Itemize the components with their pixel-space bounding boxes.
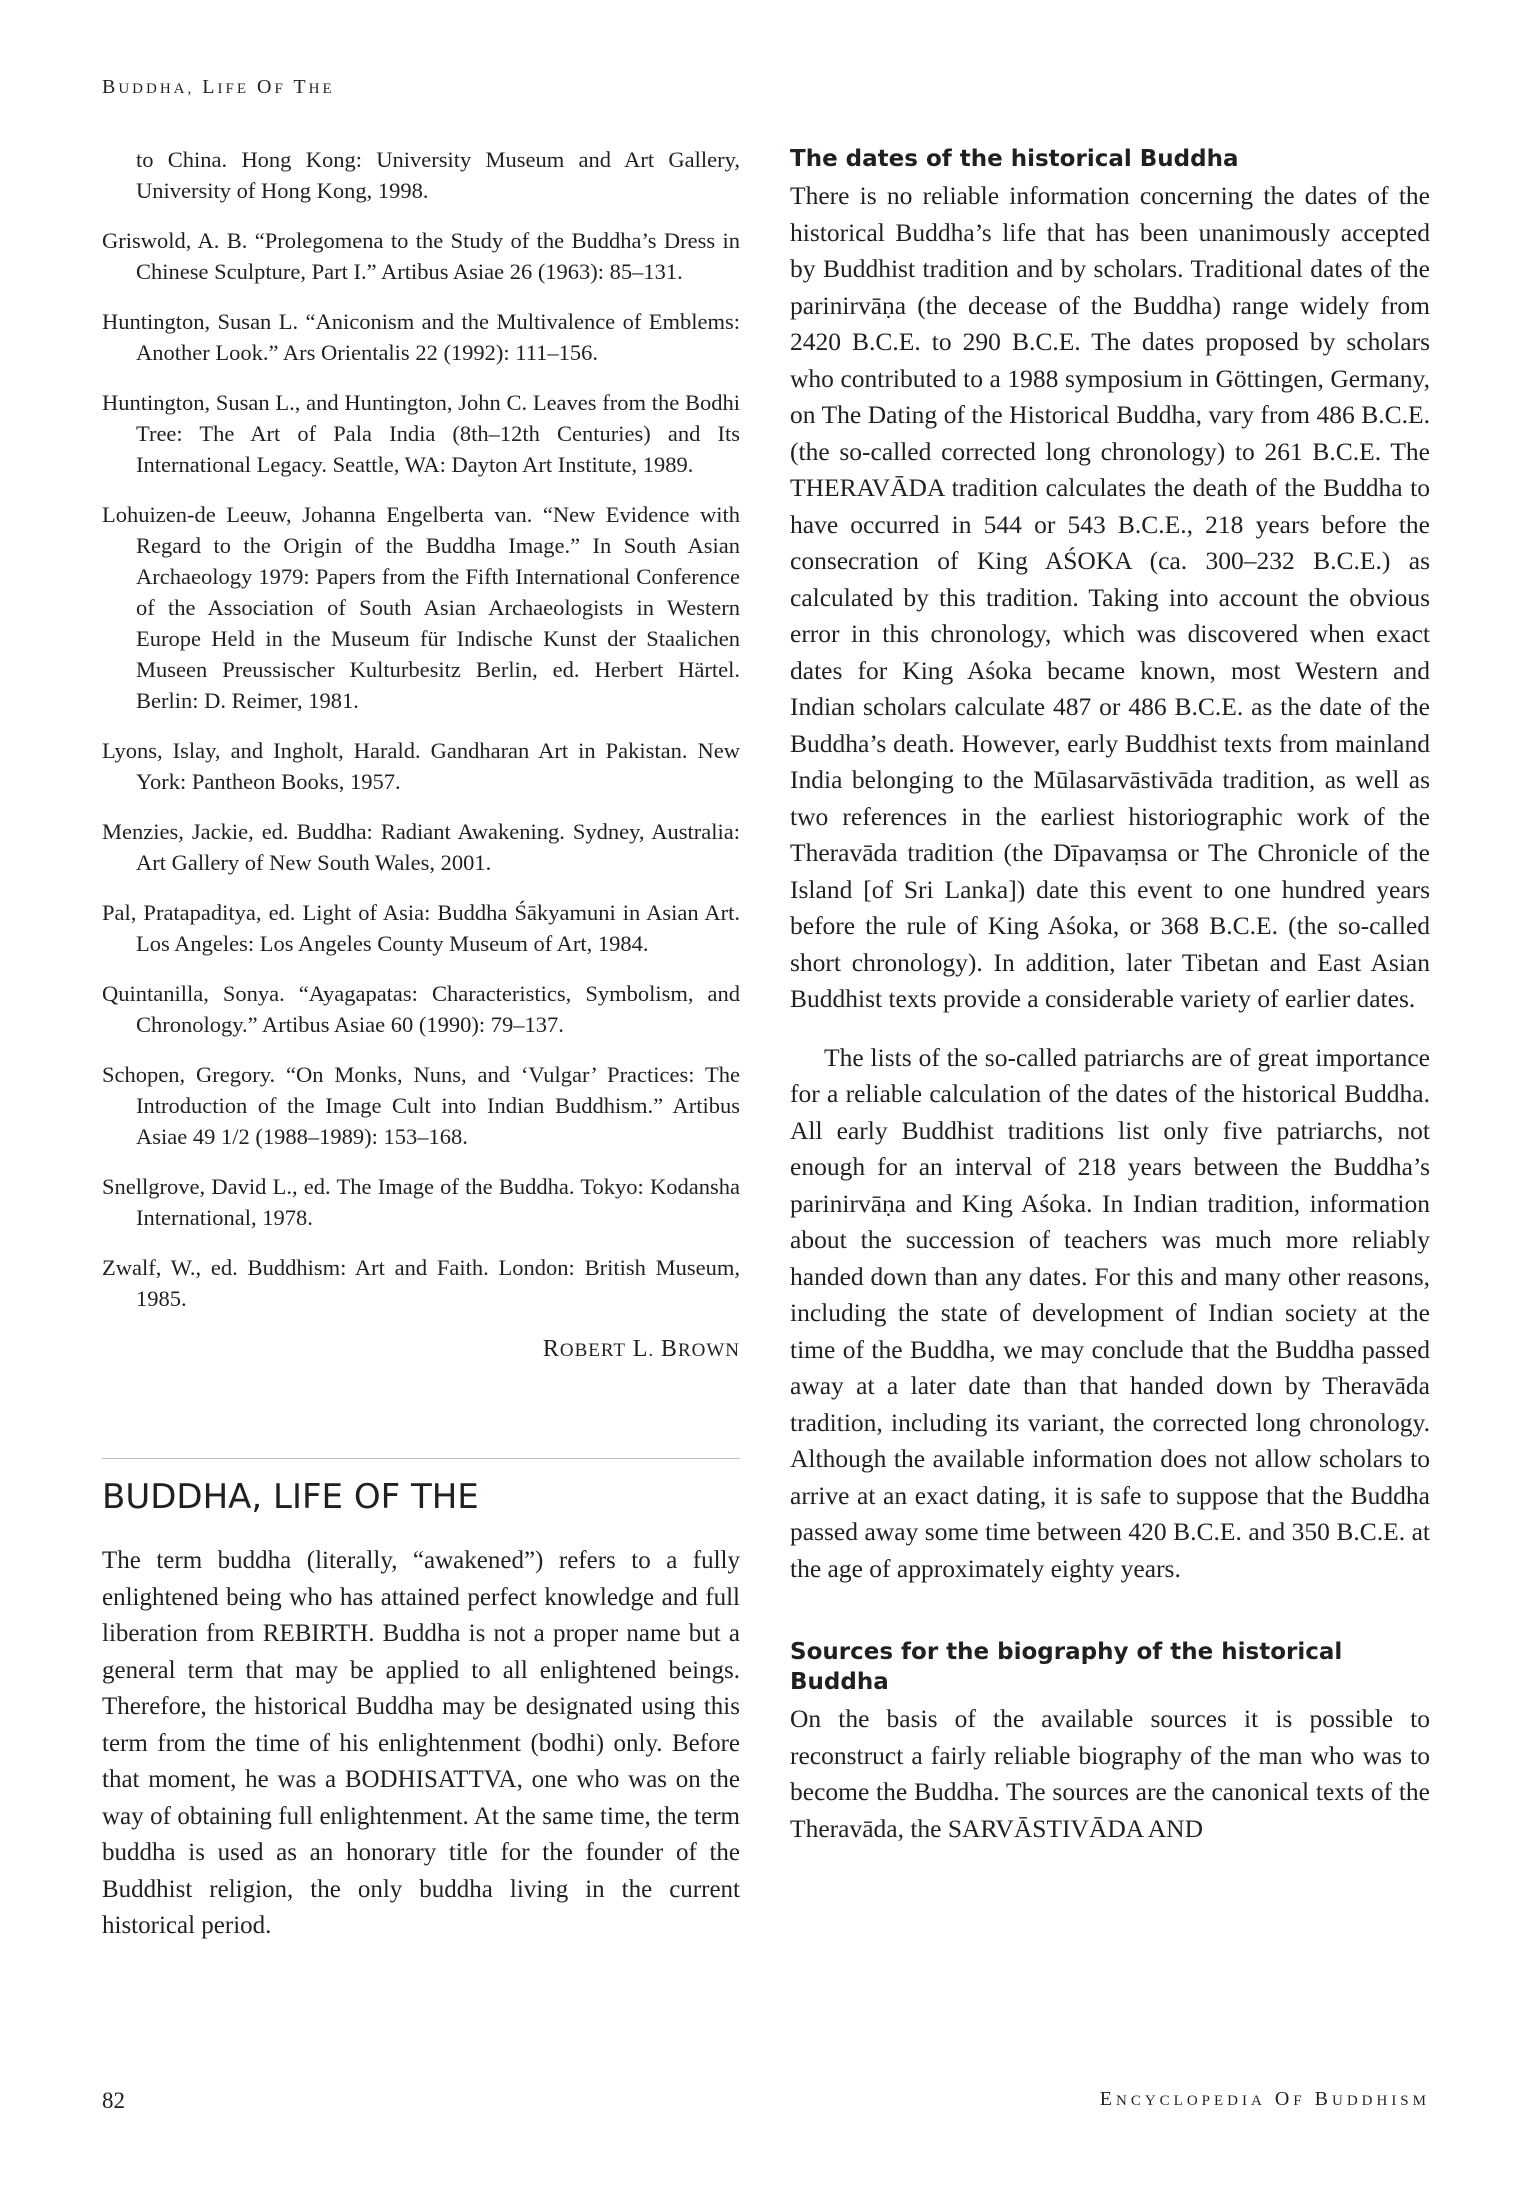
paragraph-dates-1: There is no reliable information concerning the dates of the historical Buddha’s life that has been unanimously accepted by Buddhist tradition and by scholars. Traditional dates of the parinirvāṇa (the decease of the Buddha) range widely from 2420 B.C.E. to 290 B.C.E. The dates proposed by scholars who contributed to a 1988 symposium in Göttingen, Germany, on The Dating of the Historical Buddha, vary from 486 B.C.E. (the so-called corrected long chronology) to 261 B.C.E. The THERAVĀDA tradition calculates the death of the Buddha to have occurred in 544 or 543 B.C.E., 218 years before the consecration of King AŚOKA (ca. 300–232 B.C.E.) as calculated by this tradition. Taking into account the obvious error in this chronology, which was discovered when exact dates for King Aśoka became known, most Western and Indian scholars calculate 487 or 486 B.C.E. as the date of the Buddha’s death. However, early Buddhist texts from mainland India belonging to the Mūlasarvāstivāda tradition, as well as two references in the earliest historiographic work of the Theravāda tradition (the Dīpavaṃsa or The Chronicle of the Island [of Sri Lanka]) date this event to one hundred years before the rule of King Aśoka, or 368 B.C.E. (the so-called short chronology). In addition, later Tibetan and East Asian Buddhist texts provide a considerable variety of earlier dates.	[790, 181, 1430, 1013]
bibliography-entry: to China. Hong Kong: University Museum and Art Gallery, University of Hong Kong, 1998.	[136, 147, 740, 203]
bibliography-entry: Lyons, Islay, and Ingholt, Harald. Gandharan Art in Pakistan. New York: Pantheon Books, 1957.	[102, 738, 740, 794]
bibliography-entry: Pal, Pratapaditya, ed. Light of Asia: Buddha Śākyamuni in Asian Art. Los Angeles: Los Angeles County Museum of Art, 1984.	[102, 900, 740, 956]
paragraph-sources: On the basis of the available sources it is possible to reconstruct a fairly reliable biography of the man who was to become the Buddha. The sources are the canonical texts of the Theravāda, the SARVĀSTIVĀDA AND	[790, 1704, 1430, 1843]
bibliography-entry: Zwalf, W., ed. Buddhism: Art and Faith. London: British Museum, 1985.	[102, 1255, 740, 1311]
bibliography-entry: Lohuizen-de Leeuw, Johanna Engelberta van. “New Evidence with Regard to the Origin of the Buddha Image.” In South Asian Archaeology 1979: Papers from the Fifth International Conference of the Association of South Asian Archaeologists in Western Europe Held in the Museum für Indische Kunst der Staalichen Museen Preussischer Kulturbesitz Berlin, ed. Herbert Härtel. Berlin: D. Reimer, 1981.	[102, 502, 740, 713]
publication-title: ENCYCLOPEDIA OF BUDDHISM	[1099, 2088, 1430, 2110]
bibliography-entry: Griswold, A. B. “Prolegomena to the Study of the Buddha’s Dress in Chinese Sculpture, Part I.” Artibus Asiae 26 (1963): 85–131.	[102, 228, 740, 284]
page-number: 82	[102, 2088, 125, 2113]
left-column	[102, 144, 740, 1945]
intro-paragraph: The term buddha (literally, “awakened”) refers to a fully enlightened being who has attained perfect knowledge and full liberation from REBIRTH. Buddha is not a proper name but a general term that may be applied to all enlightened beings. Therefore, the historical Buddha may be designated using this term from the time of his enlightenment (bodhi) only. Before that moment, he was a BODHISATTVA, one who was on the way of obtaining full enlightenment. At the same time, the term buddha is used as an honorary title for the founder of the Buddhist religion, the only buddha living in the current historical period.	[102, 1547, 740, 1939]
heading-sources: Sources for the biography of the historical Buddha	[790, 1639, 1343, 1695]
bibliography-entry: Quintanilla, Sonya. “Ayagapatas: Characteristics, Symbolism, and Chronology.” Artibus Asiae 60 (1990): 79–137.	[102, 981, 740, 1037]
entry-title: BUDDHA, LIFE OF THE	[102, 1477, 479, 1517]
section-divider	[102, 1458, 740, 1459]
paragraph-dates-2: The lists of the so-called patriarchs are of great importance for a reliable calculation of the dates of the historical Buddha. All early Buddhist traditions list only five patriarchs, not enough for an interval of 218 years between the Buddha’s parinirvāṇa and King Aśoka. In Indian tradition, information about the succession of teachers was much more reliably handed down than any dates. For this and many other reasons, including the state of development of Indian society at the time of the Buddha, we may conclude that the Buddha passed away at a later date than that handed down by Theravāda tradition, including its variant, the corrected long chronology. Although the available information does not allow scholars to arrive at an exact dating, it is safe to suppose that the Buddha passed away some time between 420 B.C.E. and 350 B.C.E. at the age of approximately eighty years.	[790, 1042, 1430, 1583]
heading-dates: The dates of the historical Buddha	[790, 146, 1239, 172]
article-author: ROBERT L. BROWN	[542, 1336, 740, 1362]
bibliography-entry: Menzies, Jackie, ed. Buddha: Radiant Awakening. Sydney, Australia: Art Gallery of New South Wales, 2001.	[102, 819, 740, 875]
bibliography-list	[102, 144, 740, 1314]
running-head: BUDDHA, LIFE OF THE	[102, 76, 335, 98]
bibliography-entry: Huntington, Susan L., and Huntington, John C. Leaves from the Bodhi Tree: The Art of Pala India (8th–12th Centuries) and Its International Legacy. Seattle, WA: Dayton Art Institute, 1989.	[102, 390, 740, 477]
bibliography-entry: Huntington, Susan L. “Aniconism and the Multivalence of Emblems: Another Look.” Ars Orientalis 22 (1992): 111–156.	[102, 309, 740, 365]
bibliography-entry: Schopen, Gregory. “On Monks, Nuns, and ‘Vulgar’ Practices: The Introduction of the Image Cult into Indian Buddhism.” Artibus Asiae 49 1/2 (1988–1989): 153–168.	[102, 1062, 740, 1149]
right-column	[790, 144, 1430, 1847]
bibliography-entry: Snellgrove, David L., ed. The Image of the Buddha. Tokyo: Kodansha International, 1978.	[102, 1174, 740, 1230]
